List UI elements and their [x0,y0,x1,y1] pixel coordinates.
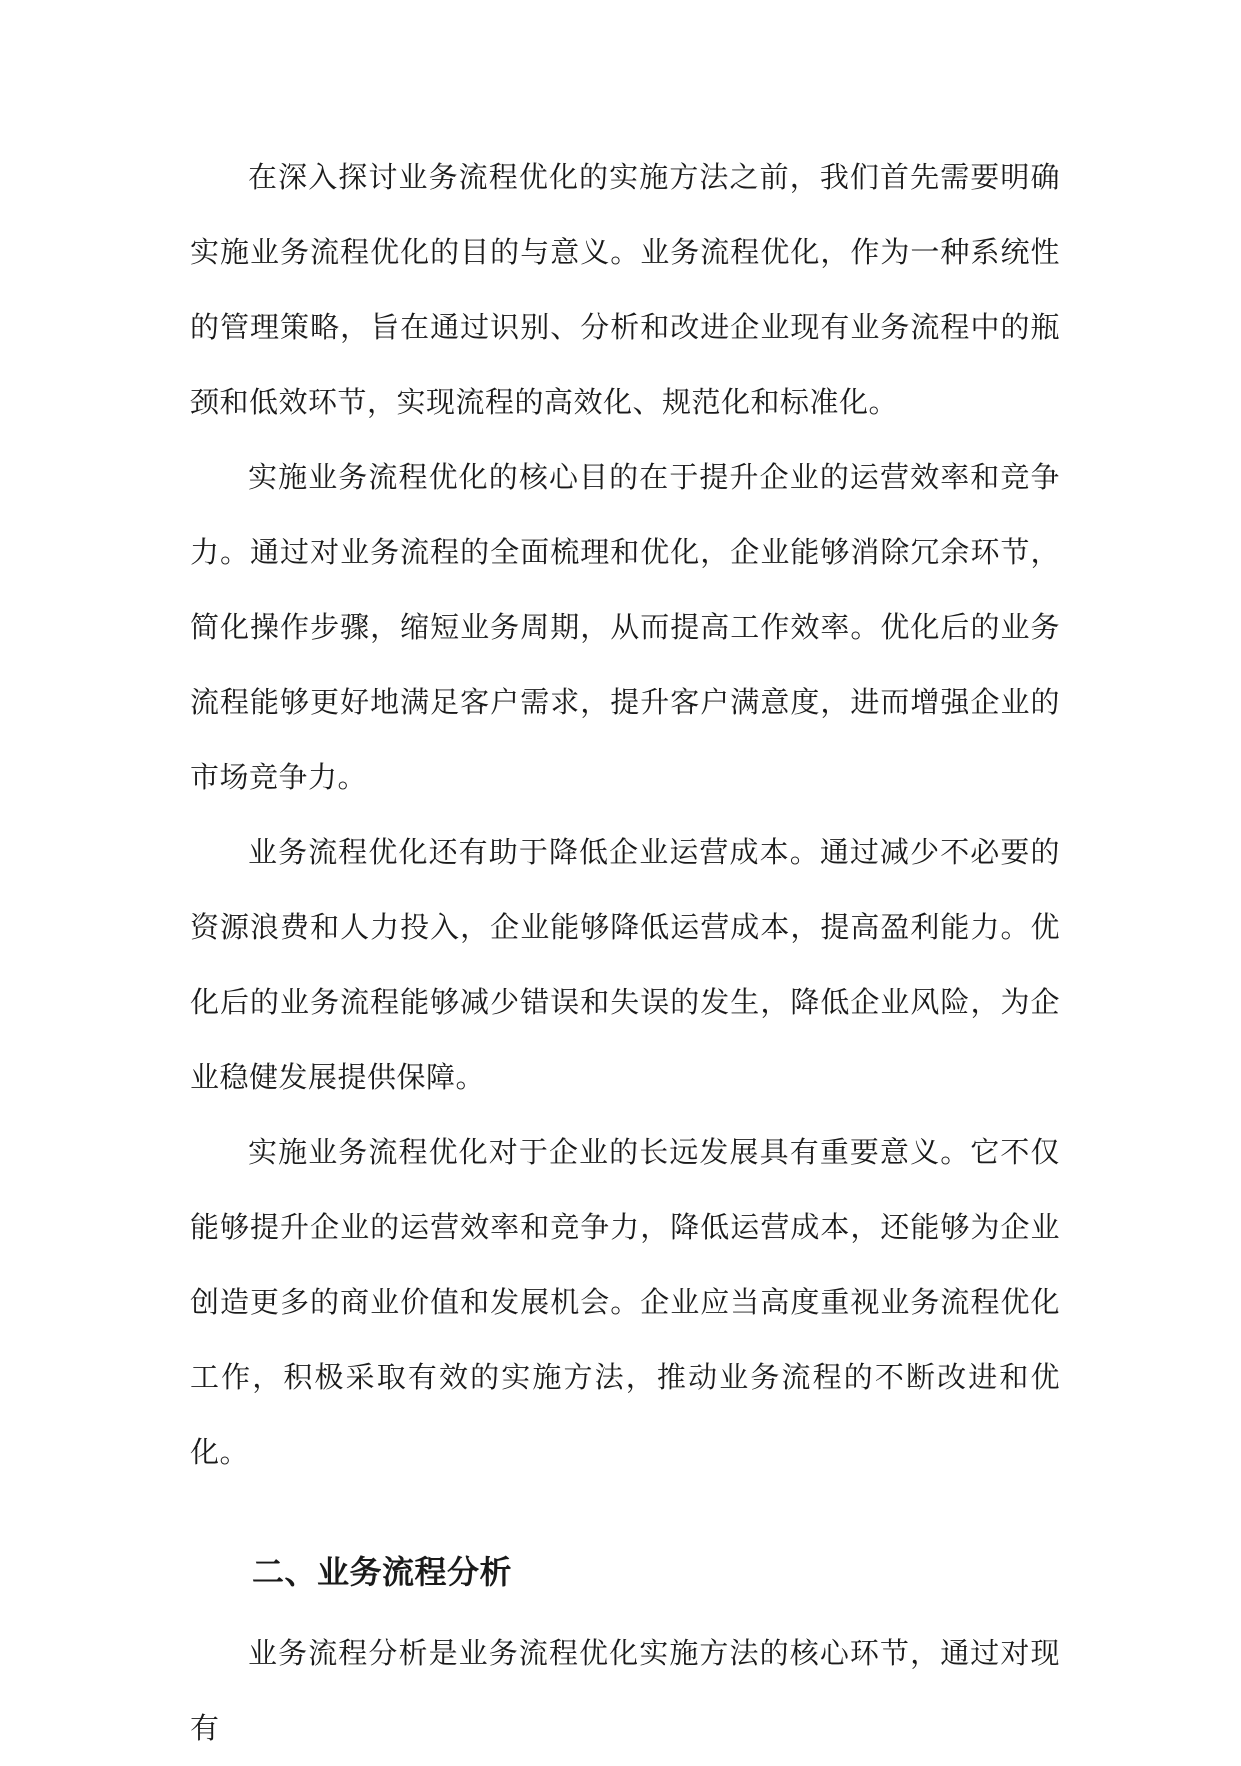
section-heading: 二、业务流程分析 [252,1553,513,1591]
document-page [190,140,1060,1766]
paragraph-core-purpose: 实施业务流程优化的核心目的在于提升企业的运营效率和竞争力。通过对业务流程的全面梳理和优化，企业能够消除冗余环节，简化操作步骤，缩短业务周期，从而提高工作效率。优化后的业务流程能够更好地满足客户需求，提升客户满意度，进而增强企业的市场竞争力。 [190,460,1060,794]
paragraph-process-analysis: 业务流程分析是业务流程优化实施方法的核心环节，通过对现有 [190,1636,1060,1745]
paragraph-cost-reduction: 业务流程优化还有助于降低企业运营成本。通过减少不必要的资源浪费和人力投入，企业能够降低运营成本，提高盈利能力。优化后的业务流程能够减少错误和失误的发生，降低企业风险，为企业稳健发展提供保障。 [190,835,1060,1094]
paragraph-long-term-significance: 实施业务流程优化对于企业的长远发展具有重要意义。它不仅能够提升企业的运营效率和竞争力，降低运营成本，还能够为企业创造更多的商业价值和发展机会。企业应当高度重视业务流程优化工作，积极采取有效的实施方法，推动业务流程的不断改进和优化。 [190,1135,1060,1469]
paragraph-purpose-intro: 在深入探讨业务流程优化的实施方法之前，我们首先需要明确实施业务流程优化的目的与意义。业务流程优化，作为一种系统性的管理策略，旨在通过识别、分析和改进企业现有业务流程中的瓶颈和低效环节，实现流程的高效化、规范化和标准化。 [190,160,1060,419]
